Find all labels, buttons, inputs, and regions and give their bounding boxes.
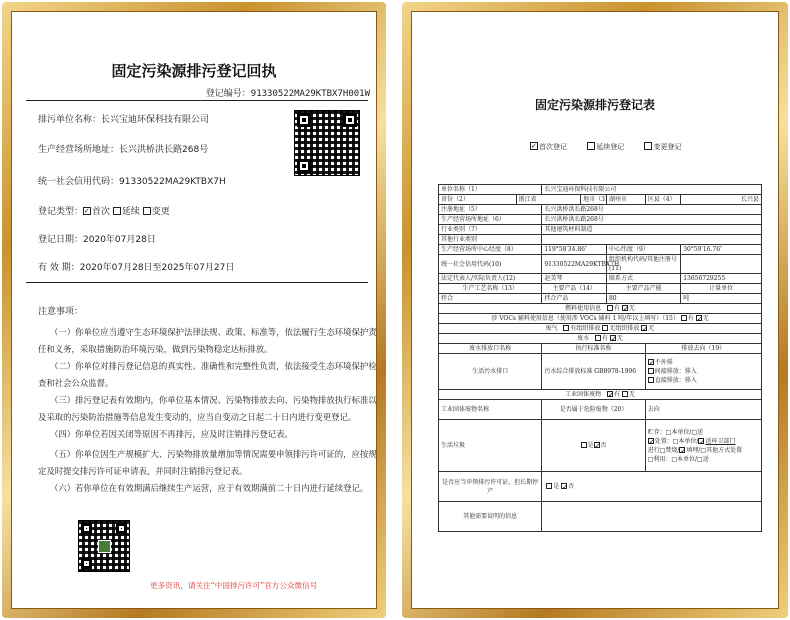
other-info-label: 其他需要说明的信息	[439, 502, 542, 532]
destination-value	[645, 354, 761, 390]
district-value: 长兴县	[681, 195, 762, 205]
registration-date-field	[38, 232, 156, 245]
voc-yes-box	[681, 315, 687, 321]
unit-name-field	[38, 112, 209, 125]
solid-row	[439, 390, 762, 400]
other-industry-label: 其他行业类别	[439, 235, 542, 245]
checkbox-first-reg	[530, 142, 538, 150]
process-header: 生产工艺名称（13）	[439, 284, 542, 294]
valid-label: 有 效 期：	[38, 263, 80, 273]
hazard-no-box	[594, 442, 600, 448]
other-info-value	[542, 502, 762, 532]
credit-code-value: 91330522MA29KTBX7H	[542, 255, 607, 274]
water-label: 废水	[577, 335, 590, 342]
longitude-value: 119°58′34.86″	[542, 245, 607, 255]
capacity-header: 主要产品产能	[606, 284, 680, 294]
permit-value	[542, 472, 762, 502]
table-row	[439, 245, 762, 255]
table-row	[439, 304, 762, 314]
type1-label: 首次登记	[539, 143, 567, 151]
table-row	[439, 420, 762, 472]
org-code-label: 组织机构代码/其他注册号(11)	[606, 255, 680, 274]
outlet-value: 生活污水排口	[439, 354, 542, 390]
destination-header: 排放去向（19）	[645, 344, 761, 354]
unit-value: 吨	[681, 294, 762, 304]
checkbox-renew	[113, 207, 121, 215]
province-value: 浙江省	[516, 195, 581, 205]
table-row	[439, 400, 762, 420]
site-address-value: 长兴洪桥洪长路268号	[542, 215, 762, 225]
fuel-label: 燃料使用信息	[565, 305, 602, 312]
address-field	[38, 142, 208, 155]
unit-name-value: 长兴宝迪环保科技有限公司	[542, 185, 762, 195]
domestic-hazard-value	[542, 420, 645, 472]
voc-yes: 有	[687, 315, 694, 322]
process-value: 拌合	[439, 294, 542, 304]
table-row	[439, 255, 762, 274]
latitude-value: 30°59′16.76″	[681, 245, 762, 255]
capacity-value: 80	[606, 294, 680, 304]
footer-wechat-notice: 更多资讯，请关注“中国排污许可”官方公众微信号	[150, 581, 318, 590]
type-label: 登记类型：	[38, 207, 84, 217]
life-dest-4: □利用：□本单位/□送	[647, 455, 709, 463]
product-value: 拌合产品	[542, 294, 607, 304]
reg-no-label: 登记编号：	[205, 89, 251, 99]
reg-address-label: 注册地址（5）	[439, 205, 542, 215]
dest2-box	[648, 368, 654, 374]
gas-org: 有组织排放	[570, 325, 601, 332]
date-value: 2020年07月28日	[83, 235, 156, 245]
life-landfill-box	[679, 447, 685, 453]
industry-label: 行业类别（7）	[439, 225, 542, 235]
type-first-label: 首次	[92, 207, 111, 217]
water-yes-box	[595, 335, 601, 341]
solid-yes-box	[607, 391, 613, 397]
water-no: 无	[616, 335, 623, 342]
table-row	[439, 215, 762, 225]
table-row	[439, 354, 762, 390]
unit-label: 排污单位名称：	[38, 115, 102, 125]
credit-label: 统一社会信用代码：	[38, 177, 120, 187]
registration-number	[206, 86, 370, 99]
province-label: 省份（2）	[439, 195, 517, 205]
district-label: 区县（4）	[645, 195, 681, 205]
table-row	[439, 472, 762, 502]
standard-value: 污水综合排放标准 GB8978-1996	[542, 354, 645, 390]
hazard-yes: 是	[587, 442, 594, 449]
table-row	[439, 334, 762, 344]
registration-receipt	[11, 11, 377, 609]
gas-no-box	[641, 325, 647, 331]
water-row	[439, 334, 762, 344]
emblem-logo	[98, 540, 111, 553]
phone-value: 13656729255	[681, 274, 762, 284]
note-2: （二）你单位对排污登记信息的真实性、准确性和完整性负责，依法接受生态环境保护检查和社会公众监督。	[38, 361, 377, 388]
fuel-no: 无	[628, 305, 635, 312]
domestic-destination-value	[645, 420, 761, 472]
life-dest-2: 处置：□本单位/	[654, 437, 699, 445]
table-row	[439, 294, 762, 304]
table-row	[439, 314, 762, 324]
org-code-value	[681, 255, 762, 274]
product-header: 主要产品（14）	[542, 284, 607, 294]
credit-code-field	[38, 174, 226, 187]
longitude-label: 生产经营场所中心经度（8）	[439, 245, 542, 255]
divider-top	[26, 100, 368, 101]
life-sanitation-box	[698, 438, 704, 444]
note-1: （一）你单位应当遵守生态环境保护法律法规、政策、标准等，依法履行生态环境保护责任和义务，采取措施防治环境污染，做到污染物稳定达标排放。	[38, 327, 377, 354]
reg-no-value: 91330522MA29KTBX7H001W	[250, 89, 370, 99]
address-label: 生产经营场所地址：	[38, 145, 120, 155]
dest1-box	[648, 359, 654, 365]
right-gold-frame	[402, 2, 788, 618]
form-title: 固定污染源排污登记表	[534, 98, 655, 112]
permit-label: 是否应当申领排污许可证，但长期停产	[439, 472, 542, 502]
gas-row	[439, 324, 762, 334]
note-5: （五）你单位因生产规模扩大、污染物排放量增加等情况需要申领排污许可证的，应按规定及时提交排污许可证申请表，并同时注销排污登记表。	[38, 449, 377, 476]
checkbox-change-reg	[644, 142, 652, 150]
hazard-header: 是否属于危险废物（20）	[542, 400, 645, 420]
solid-destination-header: 去向	[645, 400, 761, 420]
hazard-yes-box	[581, 442, 587, 448]
legal-rep-label: 法定代表人/实际负责人(12)	[439, 274, 542, 284]
address-value: 长兴洪桥洪长路268号	[119, 145, 209, 155]
domestic-waste-label: 生活垃圾	[439, 420, 542, 472]
solid-name-header: 工业固体废物名称	[439, 400, 542, 420]
unit-value: 长兴宝迪环保科技有限公司	[101, 115, 210, 125]
registration-type-field	[38, 204, 170, 217]
voc-no-box	[696, 315, 702, 321]
fuel-no-box	[622, 305, 628, 311]
city-label: 地市（3）	[581, 195, 607, 205]
table-row	[439, 344, 762, 354]
solid-no-box	[622, 391, 628, 397]
dest1: 不外排	[654, 359, 673, 366]
life-dest-3: 进行□焚烧/	[647, 446, 680, 454]
site-address-label: 生产经营场所地址（6）	[439, 215, 542, 225]
life-dest-3b: 填埋/□其他方式处置	[686, 446, 743, 454]
water-yes: 有	[601, 335, 608, 342]
city-value: 湖州市	[606, 195, 645, 205]
reg-address-value: 长兴洪桥洪长路268号	[542, 205, 762, 215]
life-dest-1: 贮存：□本单位/□送	[647, 428, 704, 436]
permit-yes-box	[546, 483, 552, 489]
dest2: 间接排放：排入	[654, 368, 697, 375]
table-row	[439, 274, 762, 284]
credit-code-label: 统一社会信用代码(10)	[439, 255, 542, 274]
qr-code-top	[294, 110, 360, 176]
gas-unorg: 无组织排放	[609, 325, 640, 332]
permit-no: 否	[568, 483, 575, 490]
note-6: （六）若你单位在有效期满后继续生产运营，应于有效期满前二十日内进行延续登记。	[50, 483, 369, 493]
life-dispose-box	[648, 438, 654, 444]
unit-header: 计量单位	[681, 284, 762, 294]
left-gold-frame	[2, 2, 386, 618]
table-row	[439, 235, 762, 245]
valid-value: 2020年07月28日至2025年07月27日	[79, 263, 235, 273]
table-row	[439, 502, 762, 532]
hazard-no: 否	[600, 442, 607, 449]
table-row	[439, 390, 762, 400]
receipt-title: 固定污染源排污登记回执	[111, 62, 277, 80]
registration-types	[530, 142, 699, 152]
gas-org-box	[563, 325, 569, 331]
industry-value: 其他建筑材料制造	[542, 225, 762, 235]
permit-yes: 是	[553, 483, 560, 490]
latitude-label: 中心纬度（9）	[606, 245, 680, 255]
fuel-yes-box	[607, 305, 613, 311]
fuel-row	[439, 304, 762, 314]
type2-label: 延续登记	[596, 143, 625, 151]
dest3-box	[648, 377, 654, 383]
solid-yes: 有	[613, 391, 620, 398]
gas-no: 无	[648, 325, 655, 332]
standard-header: 执行标准名称	[542, 344, 645, 354]
gas-label: 废气	[545, 325, 558, 332]
dest3: 直接排放：排入	[654, 377, 697, 384]
fuel-yes: 有	[613, 305, 620, 312]
type3-label: 变更登记	[653, 143, 682, 151]
divider-mid	[26, 282, 368, 283]
table-row	[439, 205, 762, 215]
registration-table	[438, 184, 762, 532]
type-renew-label: 延续	[121, 207, 140, 217]
checkbox-renew-reg	[587, 142, 595, 150]
note-4: （四）你单位若因关闭等原因不再排污，应及时注销排污登记表。	[50, 429, 293, 439]
gas-unorg-box	[602, 325, 608, 331]
legal-rep-value: 赵美琴	[542, 274, 607, 284]
solid-label: 工业固体废物	[565, 391, 602, 398]
table-row	[439, 195, 762, 205]
type-change-label: 变更	[151, 207, 170, 217]
other-industry-value	[542, 235, 762, 245]
table-row	[439, 324, 762, 334]
outlet-header: 废水排放口名称	[439, 344, 542, 354]
table-row	[439, 225, 762, 235]
solid-no: 无	[628, 391, 635, 398]
permit-no-box	[561, 483, 567, 489]
water-no-box	[610, 335, 616, 341]
date-label: 登记日期：	[38, 235, 84, 245]
voc-row	[439, 314, 762, 324]
unit-name-label: 单位名称（1）	[439, 185, 542, 195]
notes-title: 注意事项：	[38, 307, 84, 317]
life-dest-2b: 送环卫部门	[705, 437, 736, 445]
voc-label: 涉 VOCs 辅料使用信息（使用涉 VOCs 辅料 1 吨/年以上填写）（15）	[491, 315, 679, 322]
checkbox-first	[83, 207, 91, 215]
credit-value: 91330522MA29KTBX7H	[119, 177, 226, 187]
registration-form	[411, 11, 779, 609]
table-row	[439, 284, 762, 294]
voc-no: 无	[702, 315, 709, 322]
phone-label: 联系方式	[606, 274, 680, 284]
qr-code-wechat	[78, 520, 130, 572]
checkbox-change	[143, 207, 151, 215]
note-3: （三）排污登记表有效期内，你单位基本情况、污染物排放去向、污染物排放执行标准以及采取的污染防治措施等信息发生变动的，应当自变动之日起二十日内进行变更登记。	[38, 395, 377, 422]
table-row	[439, 185, 762, 195]
validity-field	[38, 260, 234, 273]
